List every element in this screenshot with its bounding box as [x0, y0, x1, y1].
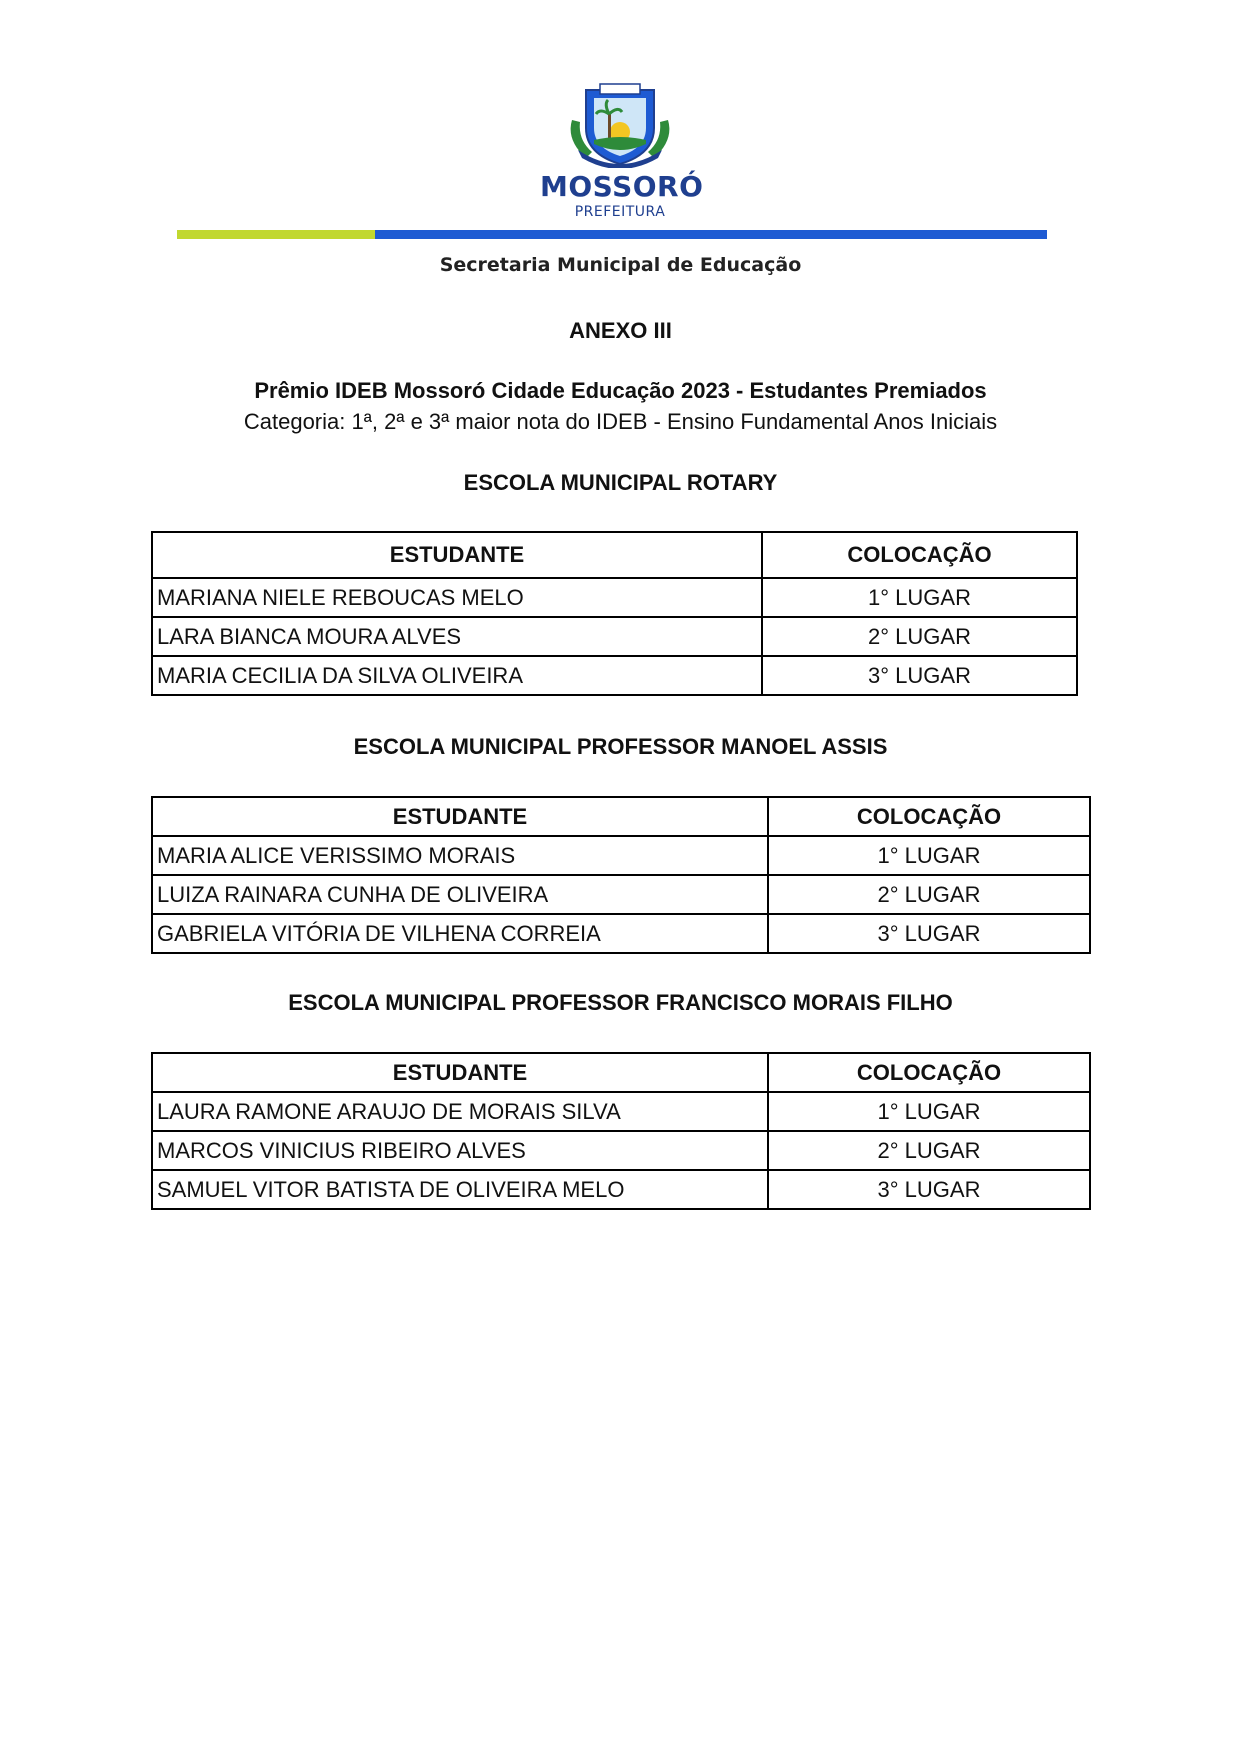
column-header-place: COLOCAÇÃO	[762, 532, 1077, 578]
student-name: LAURA RAMONE ARAUJO DE MORAIS SILVA	[152, 1092, 768, 1131]
school-name: ESCOLA MUNICIPAL PROFESSOR MANOEL ASSIS	[353, 734, 888, 759]
student-name: MARIA CECILIA DA SILVA OLIVEIRA	[152, 656, 762, 695]
table-header-row	[152, 797, 1090, 836]
student-name: MARIANA NIELE REBOUCAS MELO	[152, 578, 762, 617]
table-row	[152, 1092, 1090, 1131]
secretaria-heading: Secretaria Municipal de Educação	[439, 254, 802, 276]
student-name: GABRIELA VITÓRIA DE VILHENA CORREIA	[152, 914, 768, 953]
table-header-row	[152, 1053, 1090, 1092]
document-title: Prêmio IDEB Mossoró Cidade Educação 2023 - Estudantes Premiados	[254, 378, 987, 403]
column-header-student: ESTUDANTE	[152, 797, 768, 836]
placement: 2° LUGAR	[768, 1131, 1090, 1170]
table-row	[152, 836, 1090, 875]
student-name: MARIA ALICE VERISSIMO MORAIS	[152, 836, 768, 875]
table-row	[152, 656, 1077, 695]
table-row	[152, 875, 1090, 914]
placement: 3° LUGAR	[768, 914, 1090, 953]
placement: 3° LUGAR	[768, 1170, 1090, 1209]
awards-table	[151, 531, 1078, 696]
table-row	[152, 914, 1090, 953]
student-name: LUIZA RAINARA CUNHA DE OLIVEIRA	[152, 875, 768, 914]
school-name: ESCOLA MUNICIPAL ROTARY	[463, 470, 778, 495]
student-name: LARA BIANCA MOURA ALVES	[152, 617, 762, 656]
annex-heading: ANEXO III	[569, 318, 672, 343]
table-row	[152, 617, 1077, 656]
table-header-row	[152, 532, 1077, 578]
column-header-student: ESTUDANTE	[152, 532, 762, 578]
header-divider-green	[177, 230, 375, 239]
header-divider-blue	[375, 230, 1047, 239]
logo-wordmark: MOSSORÓ	[540, 170, 704, 203]
student-name: SAMUEL VITOR BATISTA DE OLIVEIRA MELO	[152, 1170, 768, 1209]
placement: 2° LUGAR	[768, 875, 1090, 914]
school-name: ESCOLA MUNICIPAL PROFESSOR FRANCISCO MORAIS FILHO	[288, 990, 953, 1015]
table-row	[152, 578, 1077, 617]
placement: 1° LUGAR	[768, 1092, 1090, 1131]
category-line: Categoria: 1ª, 2ª e 3ª maior nota do IDEB - Ensino Fundamental Anos Iniciais	[243, 409, 998, 434]
placement: 1° LUGAR	[768, 836, 1090, 875]
column-header-place: COLOCAÇÃO	[768, 797, 1090, 836]
column-header-place: COLOCAÇÃO	[768, 1053, 1090, 1092]
column-header-student: ESTUDANTE	[152, 1053, 768, 1092]
placement: 3° LUGAR	[762, 656, 1077, 695]
student-name: MARCOS VINICIUS RIBEIRO ALVES	[152, 1131, 768, 1170]
awards-table	[151, 796, 1091, 954]
placement: 2° LUGAR	[762, 617, 1077, 656]
table-row	[152, 1170, 1090, 1209]
prefeitura-logo	[540, 80, 704, 220]
awards-table	[151, 1052, 1091, 1210]
placement: 1° LUGAR	[762, 578, 1077, 617]
coat-of-arms-icon	[564, 80, 676, 168]
table-row	[152, 1131, 1090, 1170]
logo-subtitle: PREFEITURA	[574, 204, 666, 220]
